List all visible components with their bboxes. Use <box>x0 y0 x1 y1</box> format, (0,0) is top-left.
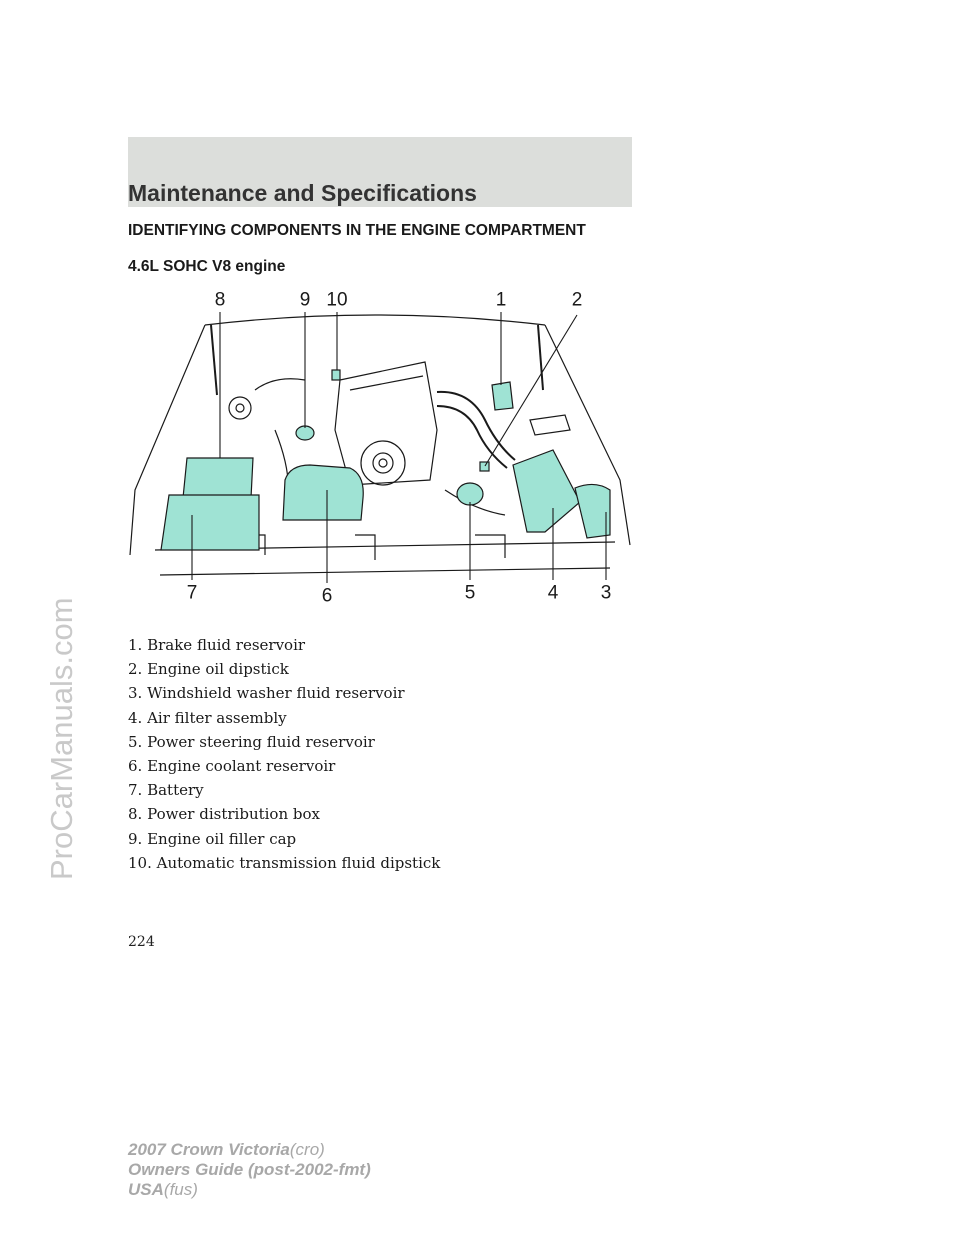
legend-item: 3. Windshield washer fluid reservoir <box>128 684 405 703</box>
section-heading: IDENTIFYING COMPONENTS IN THE ENGINE COMPARTMENT <box>128 222 586 239</box>
legend-item: 4. Air filter assembly <box>128 708 287 727</box>
legend-item: 8. Power distribution box <box>128 805 320 824</box>
page-title: Maintenance and Specifications <box>128 180 477 206</box>
footer-model: 2007 Crown Victoria <box>128 1140 290 1159</box>
oil-dipstick-shape <box>480 462 489 471</box>
footer-model-code: (cro) <box>289 1140 325 1159</box>
callout-7: 7 <box>186 582 198 604</box>
legend-item: 7. Battery <box>128 781 204 800</box>
footer-line-guide <box>128 1160 371 1180</box>
callout-8: 8 <box>214 289 226 311</box>
document-footer <box>128 1140 371 1200</box>
legend-item: 5. Power steering fluid reservoir <box>128 732 375 751</box>
callout-6: 6 <box>321 585 333 607</box>
legend-item: 1. Brake fluid reservoir <box>128 636 306 654</box>
air-filter-shape <box>513 450 580 532</box>
callout-9: 9 <box>299 289 311 311</box>
brake-fluid-reservoir-shape <box>492 382 513 410</box>
page-number: 224 <box>128 934 155 950</box>
coolant-reservoir-shape <box>283 465 363 520</box>
legend-item: 9. Engine oil filler cap <box>128 829 297 848</box>
callout-1: 1 <box>495 289 507 311</box>
component-legend <box>128 633 440 875</box>
callout-4: 4 <box>547 582 559 604</box>
power-steering-reservoir-shape <box>457 483 483 505</box>
callout-3: 3 <box>600 582 612 604</box>
legend-item: 6. Engine coolant reservoir <box>128 756 336 775</box>
oil-filler-cap-shape <box>296 426 314 440</box>
footer-line-market <box>128 1180 371 1200</box>
power-distribution-box-shape <box>183 458 253 498</box>
legend-item: 2. Engine oil dipstick <box>128 660 289 679</box>
footer-market-code: (fus) <box>163 1180 198 1199</box>
callout-10: 10 <box>326 289 348 311</box>
engine-subheading: 4.6L SOHC V8 engine <box>128 258 286 275</box>
footer-line-model <box>128 1140 371 1160</box>
footer-market: USA <box>128 1180 164 1199</box>
atf-dipstick-shape <box>332 370 340 380</box>
legend-item: 10. Automatic transmission fluid dipstick <box>128 853 441 872</box>
footer-guide: Owners Guide (post-2002-fmt) <box>128 1160 371 1179</box>
callout-5: 5 <box>464 582 476 604</box>
engine-compartment-diagram <box>125 280 637 610</box>
washer-reservoir-shape <box>575 484 610 538</box>
callout-2: 2 <box>571 289 583 311</box>
battery-shape <box>161 495 259 550</box>
